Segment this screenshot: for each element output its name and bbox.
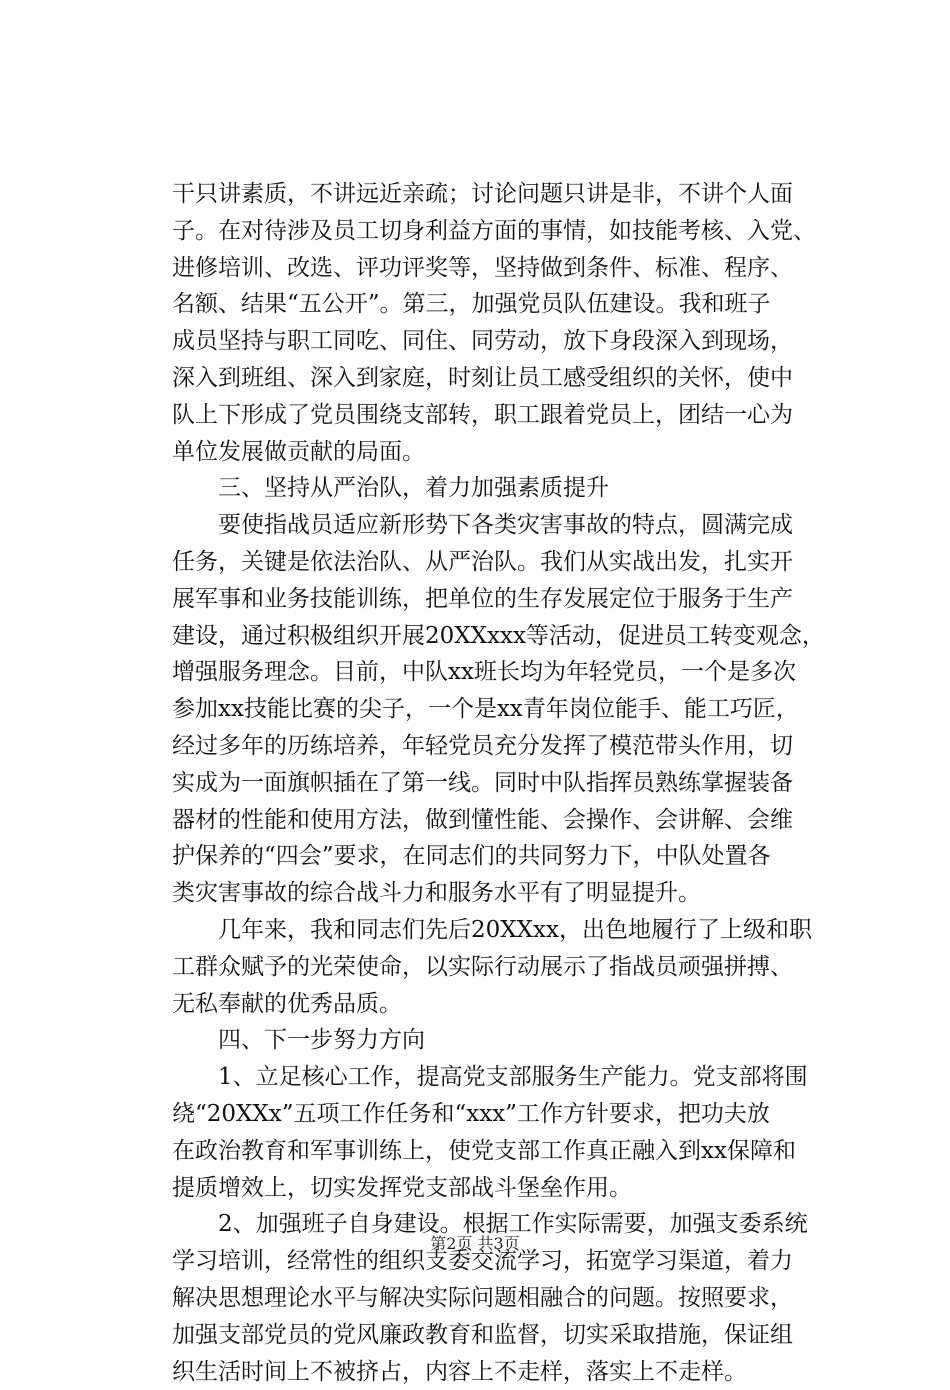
text-line: 2、加强班子自身建设。根据工作实际需要，加强支委系统: [172, 1206, 832, 1243]
text-line: 队上下形成了党员围绕支部转，职工跟着党员上，团结一心为: [172, 397, 832, 434]
text-line: 类灾害事故的综合战斗力和服务水平有了明显提升。: [172, 875, 832, 912]
text-line: 建设，通过积极组织开展20XXxxx等活动，促进员工转变观念，: [172, 618, 832, 655]
text-line: 器材的性能和使用方法，做到懂性能、会操作、会讲解、会维: [172, 802, 832, 839]
document-body: [172, 176, 832, 1390]
text-line: 在政治教育和军事训练上，使党支部工作真正融入到xx保障和: [172, 1133, 832, 1170]
text-line: 提质增效上，切实发挥党支部战斗堡垒作用。: [172, 1170, 832, 1207]
text-line: 增强服务理念。目前，中队xx班长均为年轻党员，一个是多次: [172, 654, 832, 691]
text-line: 绕“20XXx”五项工作任务和“xxx”工作方针要求，把功夫放: [172, 1096, 832, 1133]
text-line: 加强支部党员的党风廉政教育和监督，切实采取措施，保证组: [172, 1317, 832, 1354]
text-line: 实成为一面旗帜插在了第一线。同时中队指挥员熟练掌握装备: [172, 765, 832, 802]
text-line: 要使指战员适应新形势下各类灾害事故的特点，圆满完成: [172, 507, 832, 544]
text-line: 成员坚持与职工同吃、同住、同劳动，放下身段深入到现场，: [172, 323, 832, 360]
text-line: 解决思想理论水平与解决实际问题相融合的问题。按照要求，: [172, 1280, 832, 1317]
text-line: 学习培训，经常性的组织支委交流学习，拓宽学习渠道，着力: [172, 1243, 832, 1280]
text-line: 任务，关键是依法治队、从严治队。我们从实战出发，扎实开: [172, 544, 832, 581]
text-line: 展军事和业务技能训练，把单位的生存发展定位于服务于生产: [172, 581, 832, 618]
text-line: 单位发展做贡献的局面。: [172, 434, 832, 471]
text-line: 经过多年的历练培养，年轻党员充分发挥了模范带头作用，切: [172, 728, 832, 765]
page-footer: 第2页 共3页: [0, 1234, 950, 1254]
text-line: 1、立足核心工作，提高党支部服务生产能力。党支部将围: [172, 1059, 832, 1096]
text-line: 几年来，我和同志们先后20XXxx，出色地履行了上级和职: [172, 912, 832, 949]
text-line: 名额、结果“五公开”。第三，加强党员队伍建设。我和班子: [172, 286, 832, 323]
text-line: 四、下一步努力方向: [172, 1022, 832, 1059]
text-line: 无私奉献的优秀品质。: [172, 986, 832, 1023]
text-line: 三、坚持从严治队，着力加强素质提升: [172, 470, 832, 507]
text-line: 深入到班组、深入到家庭，时刻让员工感受组织的关怀，使中: [172, 360, 832, 397]
text-line: 织生活时间上不被挤占，内容上不走样，落实上不走样。: [172, 1354, 832, 1390]
text-line: 护保养的“四会”要求，在同志们的共同努力下，中队处置各: [172, 838, 832, 875]
text-line: 参加xx技能比赛的尖子，一个是xx青年岗位能手、能工巧匠，: [172, 691, 832, 728]
text-line: 干只讲素质，不讲远近亲疏；讨论问题只讲是非，不讲个人面: [172, 176, 832, 213]
text-line: 进修培训、改选、评功评奖等，坚持做到条件、标准、程序、: [172, 250, 832, 287]
text-line: 子。在对待涉及员工切身利益方面的事情，如技能考核、入党、: [172, 213, 832, 250]
text-line: 工群众赋予的光荣使命，以实际行动展示了指战员顽强拼搏、: [172, 949, 832, 986]
